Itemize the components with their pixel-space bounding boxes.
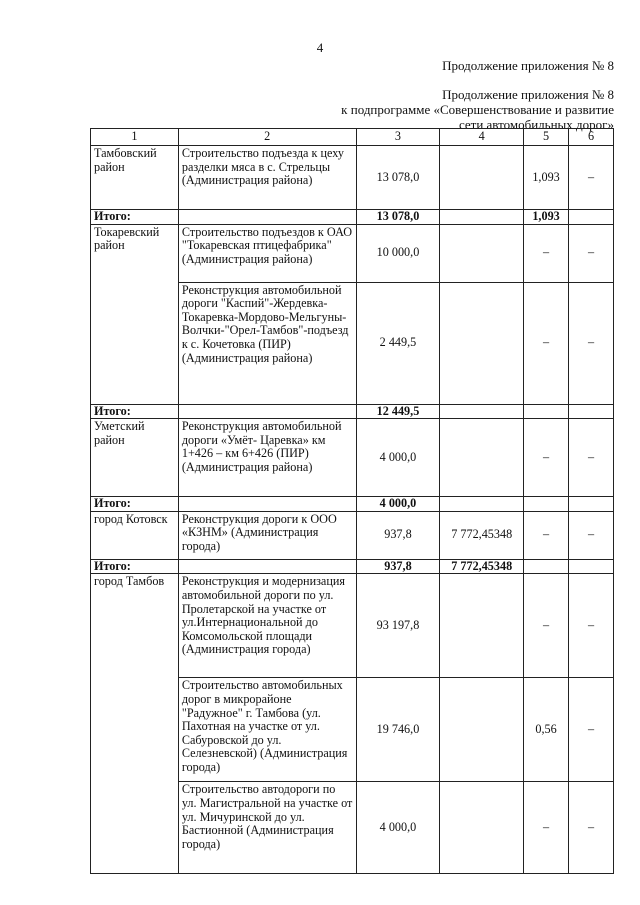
- total-col6: [569, 559, 614, 574]
- table-row: [91, 574, 614, 678]
- total-col4: 7 772,45348: [440, 559, 524, 574]
- region-cell: город Тамбов: [91, 574, 179, 874]
- total-col4: [440, 210, 524, 225]
- total-empty: [178, 210, 356, 225]
- page-number: 4: [316, 40, 324, 55]
- column-header: 4: [440, 129, 524, 146]
- total-col5: 1,093: [524, 210, 569, 225]
- region-cell: город Котовск: [91, 511, 179, 559]
- value-col4: [440, 146, 524, 210]
- project-description: Строительство автомобильных дорог в микрорайоне "Радужное" г. Тамбова (ул. Пахотная на участке от ул. Сабуровской до ул. Селезневской) (Администрация города): [178, 678, 356, 782]
- project-description: Реконструкция и модернизация автомобильной дороги по ул. Пролетарской на участке от ул.Интернациональной до Комсомольской площади (Администрация города): [178, 574, 356, 678]
- value-col3: 937,8: [356, 511, 440, 559]
- total-col6: [569, 497, 614, 512]
- project-description: Реконструкция автомобильной дороги «Умёт- Царевка» км 1+426 – км 6+426 (ПИР) (Администрация района): [178, 419, 356, 497]
- column-header: 2: [178, 129, 356, 146]
- column-header: 5: [524, 129, 569, 146]
- total-label: Итого:: [91, 559, 179, 574]
- project-description: Строительство автодороги по ул. Магистральной на участке от ул. Мичуринской до ул. Бастионной (Администрация города): [178, 782, 356, 874]
- value-col3: 2 449,5: [356, 282, 440, 404]
- table-row: [91, 224, 614, 282]
- value-col3: 19 746,0: [356, 678, 440, 782]
- region-cell: Токаревский район: [91, 224, 179, 404]
- table-row: [91, 419, 614, 497]
- value-col3: 93 197,8: [356, 574, 440, 678]
- total-col4: [440, 497, 524, 512]
- total-row: [91, 497, 614, 512]
- value-col6: –: [569, 782, 614, 874]
- appendix-table: [90, 128, 614, 874]
- appendix-header-line-1: Продолжение приложения № 8: [442, 87, 614, 102]
- value-col6: –: [569, 678, 614, 782]
- value-col6: –: [569, 419, 614, 497]
- total-col6: [569, 210, 614, 225]
- appendix-header-block: [341, 87, 614, 132]
- value-col6: –: [569, 282, 614, 404]
- value-col5: –: [524, 574, 569, 678]
- value-col5: –: [524, 224, 569, 282]
- value-col3: 4 000,0: [356, 782, 440, 874]
- total-col5: [524, 404, 569, 419]
- total-label: Итого:: [91, 404, 179, 419]
- value-col4: [440, 224, 524, 282]
- total-row: [91, 559, 614, 574]
- total-col5: [524, 497, 569, 512]
- project-description: Реконструкция автомобильной дороги "Каспий"-Жердевка-Токаревка-Мордово-Мельгуны-Волчки-"Орел-Тамбов"-подъезд к с. Кочетовка (ПИР) (Администрация района): [178, 282, 356, 404]
- appendix-header-top: Продолжение приложения № 8: [442, 58, 614, 73]
- value-col6: –: [569, 511, 614, 559]
- appendix-header-line-3: сети автомобильных дорог»: [458, 117, 614, 132]
- region-cell: Тамбовский район: [91, 146, 179, 210]
- value-col5: 0,56: [524, 678, 569, 782]
- project-description: Строительство подъезда к цеху разделки мяса в с. Стрельцы (Администрация района): [178, 146, 356, 210]
- total-col4: [440, 404, 524, 419]
- value-col6: –: [569, 574, 614, 678]
- value-col4: [440, 282, 524, 404]
- value-col4: [440, 574, 524, 678]
- table-header-row: [91, 129, 614, 146]
- total-col3: 4 000,0: [356, 497, 440, 512]
- project-description: Строительство подъездов к ОАО "Токаревская птицефабрика" (Администрация района): [178, 224, 356, 282]
- column-header: 1: [91, 129, 179, 146]
- total-empty: [178, 404, 356, 419]
- value-col5: –: [524, 511, 569, 559]
- total-col3: 13 078,0: [356, 210, 440, 225]
- total-col3: 12 449,5: [356, 404, 440, 419]
- column-header: 3: [356, 129, 440, 146]
- value-col3: 4 000,0: [356, 419, 440, 497]
- total-col6: [569, 404, 614, 419]
- value-col5: –: [524, 419, 569, 497]
- value-col5: 1,093: [524, 146, 569, 210]
- value-col4: [440, 419, 524, 497]
- total-row: [91, 404, 614, 419]
- total-empty: [178, 497, 356, 512]
- table-row: [91, 511, 614, 559]
- total-empty: [178, 559, 356, 574]
- project-description: Реконструкция дороги к ООО «КЗНМ» (Администрация города): [178, 511, 356, 559]
- value-col5: –: [524, 782, 569, 874]
- value-col4: 7 772,45348: [440, 511, 524, 559]
- total-col5: [524, 559, 569, 574]
- value-col5: –: [524, 282, 569, 404]
- value-col3: 10 000,0: [356, 224, 440, 282]
- total-col3: 937,8: [356, 559, 440, 574]
- appendix-header-line-2: к подпрограмме «Совершенствование и развитие: [341, 102, 614, 117]
- value-col4: [440, 678, 524, 782]
- total-label: Итого:: [91, 210, 179, 225]
- column-header: 6: [569, 129, 614, 146]
- table-row: [91, 146, 614, 210]
- total-row: [91, 210, 614, 225]
- value-col4: [440, 782, 524, 874]
- value-col6: –: [569, 146, 614, 210]
- value-col6: –: [569, 224, 614, 282]
- region-cell: Уметский район: [91, 419, 179, 497]
- value-col3: 13 078,0: [356, 146, 440, 210]
- total-label: Итого:: [91, 497, 179, 512]
